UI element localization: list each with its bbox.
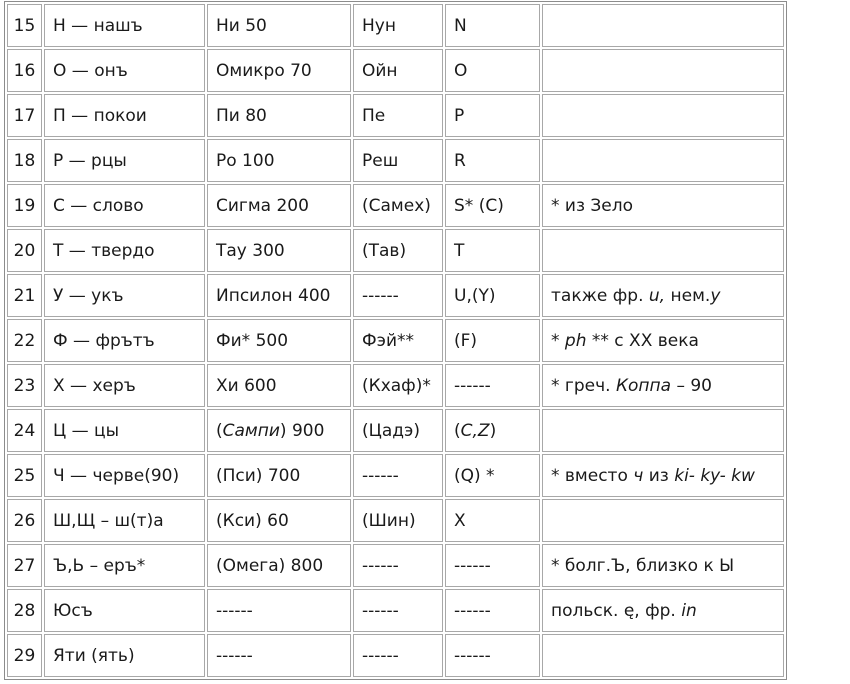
hebrew-letter-cell: ------	[353, 454, 443, 497]
row-number: 18	[7, 139, 42, 182]
note-cell	[542, 274, 784, 317]
slavic-letter-cell: Ф — фрътъ	[44, 319, 205, 362]
greek-italic-text: Сампи	[222, 420, 280, 441]
row-number: 19	[7, 184, 42, 227]
slavic-letter-cell: Ъ,Ь – еръ*	[44, 544, 205, 587]
table-row	[7, 499, 784, 542]
table-row	[7, 364, 784, 407]
note-text: из	[643, 465, 675, 486]
latin-letter-cell: T	[445, 229, 540, 272]
latin-italic-text: C,Z	[460, 420, 490, 441]
slavic-letter-cell: О — онъ	[44, 49, 205, 92]
greek-letter-cell: Хи 600	[207, 364, 351, 407]
table-row	[7, 409, 784, 452]
note-text: * греч.	[551, 375, 616, 396]
latin-letter-cell: P	[445, 94, 540, 137]
hebrew-letter-cell: (Шин)	[353, 499, 443, 542]
table-row	[7, 544, 784, 587]
slavic-letter-cell: Ш,Щ – ш(т)а	[44, 499, 205, 542]
alphabet-comparison-table	[4, 1, 787, 680]
latin-letter-cell: (Q) *	[445, 454, 540, 497]
latin-letter-cell: O	[445, 49, 540, 92]
slavic-letter-cell: Ц — цы	[44, 409, 205, 452]
greek-letter-cell: Фи* 500	[207, 319, 351, 362]
note-text: * вместо	[551, 465, 634, 486]
hebrew-letter-cell: Фэй**	[353, 319, 443, 362]
slavic-letter-cell: Х — херъ	[44, 364, 205, 407]
slavic-letter-cell: Яти (ять)	[44, 634, 205, 677]
latin-letter-cell: (F)	[445, 319, 540, 362]
table-row	[7, 589, 784, 632]
hebrew-letter-cell: (Самех)	[353, 184, 443, 227]
table-row	[7, 634, 784, 677]
hebrew-letter-cell: ------	[353, 634, 443, 677]
note-cell	[542, 229, 784, 272]
row-number: 20	[7, 229, 42, 272]
note-text: также фр.	[551, 285, 649, 306]
table-row	[7, 184, 784, 227]
greek-letter-cell: Ипсилон 400	[207, 274, 351, 317]
greek-text: ) 900	[279, 420, 325, 441]
row-number: 28	[7, 589, 42, 632]
hebrew-letter-cell: Пе	[353, 94, 443, 137]
greek-letter-cell: ------	[207, 634, 351, 677]
hebrew-letter-cell: ------	[353, 274, 443, 317]
row-number: 22	[7, 319, 42, 362]
hebrew-letter-cell: ------	[353, 589, 443, 632]
table-row	[7, 274, 784, 317]
slavic-letter-cell: Н — нашъ	[44, 4, 205, 47]
note-italic-text: у	[710, 285, 721, 306]
hebrew-letter-cell: (Тав)	[353, 229, 443, 272]
table-row	[7, 4, 784, 47]
table-row	[7, 229, 784, 272]
note-cell	[542, 4, 784, 47]
note-italic-text: in	[681, 600, 697, 621]
greek-letter-cell: (Кси) 60	[207, 499, 351, 542]
note-text: польск. ę, фр.	[551, 600, 682, 621]
latin-letter-cell: X	[445, 499, 540, 542]
row-number: 29	[7, 634, 42, 677]
row-number: 15	[7, 4, 42, 47]
note-italic-text: ч	[633, 465, 644, 486]
latin-letter-cell: ------	[445, 544, 540, 587]
latin-letter-cell: ------	[445, 364, 540, 407]
note-cell	[542, 589, 784, 632]
table-row	[7, 139, 784, 182]
note-cell	[542, 139, 784, 182]
row-number: 27	[7, 544, 42, 587]
note-cell	[542, 409, 784, 452]
latin-letter-cell: ------	[445, 634, 540, 677]
greek-letter-cell: (Пси) 700	[207, 454, 351, 497]
latin-text: )	[489, 420, 497, 441]
greek-text: (	[216, 420, 223, 441]
row-number: 21	[7, 274, 42, 317]
hebrew-letter-cell: Ойн	[353, 49, 443, 92]
table-row	[7, 94, 784, 137]
latin-letter-cell: S* (C)	[445, 184, 540, 227]
note-italic-text: ph	[564, 330, 587, 351]
note-text: – 90	[671, 375, 713, 396]
row-number: 17	[7, 94, 42, 137]
slavic-letter-cell: Т — твердо	[44, 229, 205, 272]
slavic-letter-cell: Юсъ	[44, 589, 205, 632]
greek-letter-cell	[207, 409, 351, 452]
note-text: *	[551, 330, 565, 351]
latin-letter-cell: N	[445, 4, 540, 47]
note-text: нем.	[665, 285, 711, 306]
hebrew-letter-cell: Реш	[353, 139, 443, 182]
row-number: 25	[7, 454, 42, 497]
hebrew-letter-cell: Нун	[353, 4, 443, 47]
note-cell	[542, 319, 784, 362]
note-cell	[542, 499, 784, 542]
greek-letter-cell: Тау 300	[207, 229, 351, 272]
row-number: 23	[7, 364, 42, 407]
greek-letter-cell: Пи 80	[207, 94, 351, 137]
table-row	[7, 454, 784, 497]
slavic-letter-cell: П — покои	[44, 94, 205, 137]
greek-letter-cell: (Омега) 800	[207, 544, 351, 587]
table-row	[7, 49, 784, 92]
latin-letter-cell: U,(Y)	[445, 274, 540, 317]
hebrew-letter-cell: (Кхаф)*	[353, 364, 443, 407]
note-cell	[542, 94, 784, 137]
note-text: ** с XX века	[586, 330, 699, 351]
note-italic-text: Коппа	[615, 375, 672, 396]
greek-letter-cell: Ни 50	[207, 4, 351, 47]
row-number: 26	[7, 499, 42, 542]
note-cell	[542, 454, 784, 497]
note-cell	[542, 364, 784, 407]
slavic-letter-cell: Р — рцы	[44, 139, 205, 182]
latin-letter-cell: ------	[445, 589, 540, 632]
note-cell: * из Зело	[542, 184, 784, 227]
note-cell	[542, 49, 784, 92]
note-italic-text: u,	[648, 285, 666, 306]
greek-letter-cell: Ро 100	[207, 139, 351, 182]
latin-letter-cell	[445, 409, 540, 452]
hebrew-letter-cell: (Цадэ)	[353, 409, 443, 452]
greek-letter-cell: ------	[207, 589, 351, 632]
note-italic-text: ki- ky- kw	[674, 465, 755, 486]
note-cell	[542, 634, 784, 677]
slavic-letter-cell: У — укъ	[44, 274, 205, 317]
latin-letter-cell: R	[445, 139, 540, 182]
table-row	[7, 319, 784, 362]
note-cell: * болг.Ъ, близко к Ы	[542, 544, 784, 587]
greek-letter-cell: Омикро 70	[207, 49, 351, 92]
latin-text: (	[454, 420, 461, 441]
row-number: 24	[7, 409, 42, 452]
hebrew-letter-cell: ------	[353, 544, 443, 587]
row-number: 16	[7, 49, 42, 92]
slavic-letter-cell: С — слово	[44, 184, 205, 227]
slavic-letter-cell: Ч — черве(90)	[44, 454, 205, 497]
greek-letter-cell: Сигма 200	[207, 184, 351, 227]
